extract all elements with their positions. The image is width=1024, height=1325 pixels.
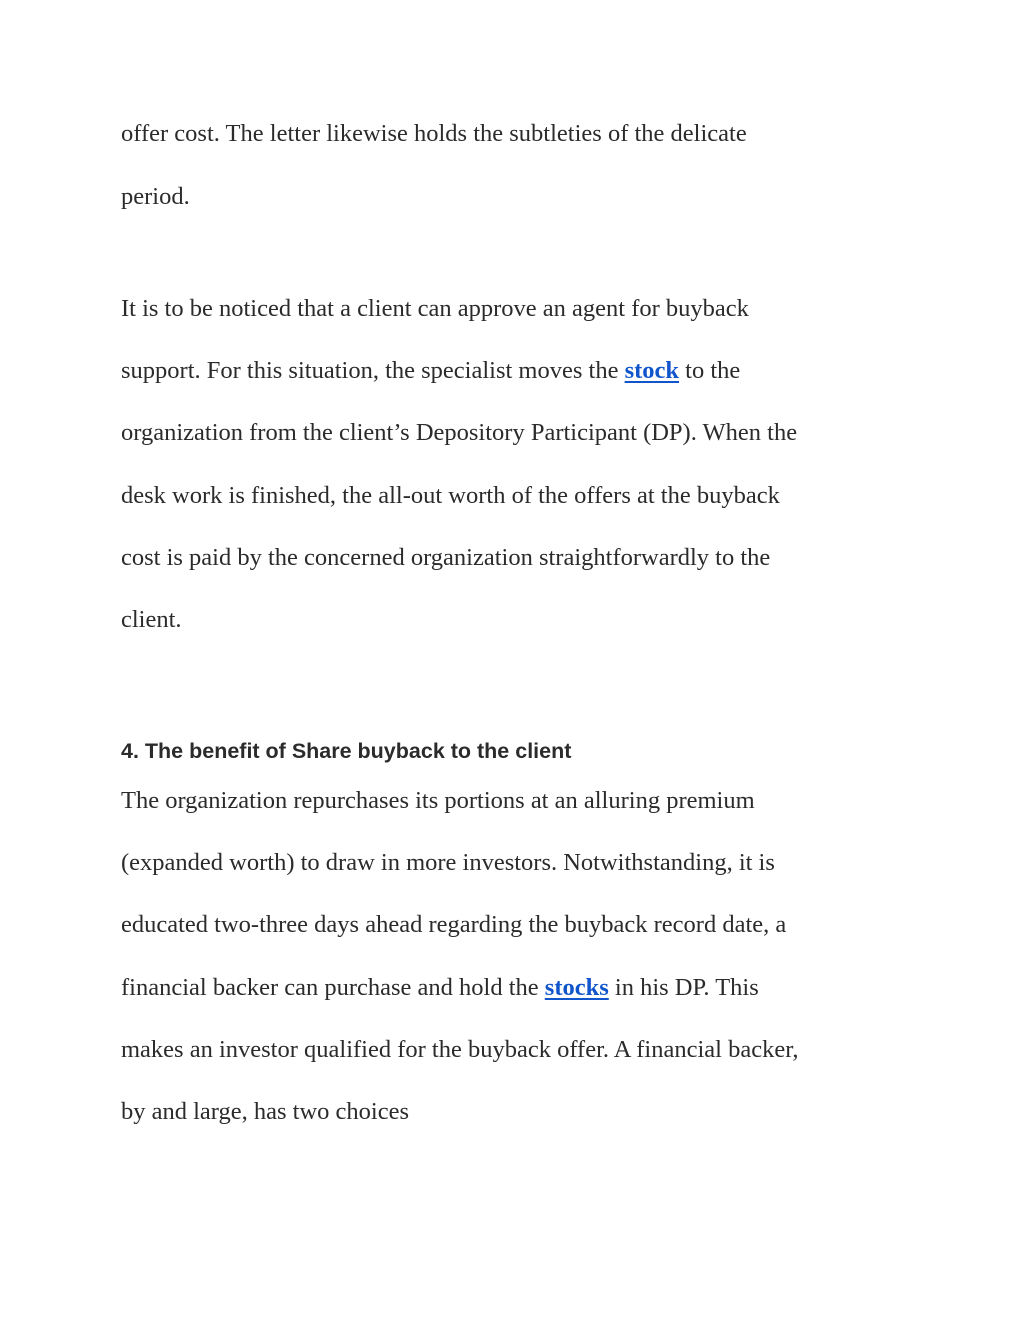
paragraph-2-line-2-text-after: to the [679,357,741,384]
paragraph-2-line-3: organization from the client’s Depository Participant (DP). When the [121,419,798,446]
paragraph-2-line-6: client. [121,606,182,633]
paragraph-2-line-1: It is to be noticed that a client can approve an agent for buyback [121,295,749,322]
stock-link[interactable]: stock [624,357,680,384]
paragraph-3-line-1: The organization repurchases its portions at an alluring premium [121,787,755,814]
paragraph-2-line-2-text-before: support. For this situation, the specialist moves the [121,357,625,384]
paragraph-1-line-2: period. [121,183,190,210]
section-heading: 4. The benefit of Share buyback to the client [121,739,572,763]
paragraph-2-line-2 [121,356,740,386]
paragraph-1-line-1: offer cost. The letter likewise holds the subtleties of the delicate [121,120,747,147]
paragraph-3-line-5: makes an investor qualified for the buyback offer. A financial backer, [121,1036,799,1063]
paragraph-3-line-4 [121,973,759,1003]
paragraph-3-line-3: educated two-three days ahead regarding the buyback record date, a [121,911,787,938]
stocks-link[interactable]: stocks [544,974,609,1001]
paragraph-3-line-6: by and large, has two choices [121,1098,410,1125]
paragraph-2-line-5: cost is paid by the concerned organization straightforwardly to the [121,544,771,571]
paragraph-3-line-4-text-after: in his DP. This [608,974,759,1001]
paragraph-3-line-4-text-before: financial backer can purchase and hold the [121,974,545,1001]
paragraph-3-line-2: (expanded worth) to draw in more investors. Notwithstanding, it is [121,849,775,876]
paragraph-2-line-4: desk work is finished, the all-out worth of the offers at the buyback [121,482,780,509]
